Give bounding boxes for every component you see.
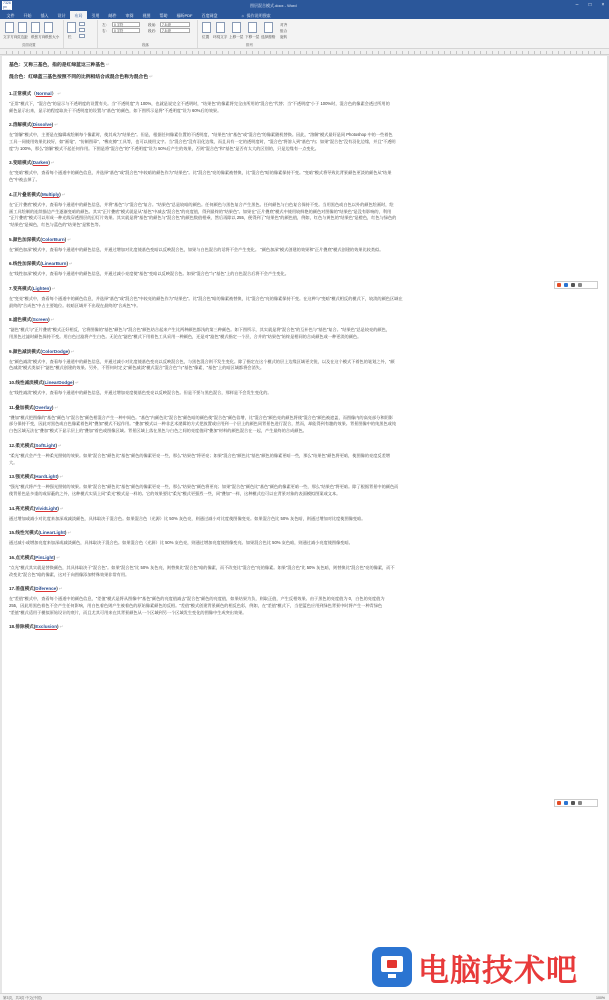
text-line: 部分保持不变，因此对黑色或白色像素着色时"叠加"模式不起作用。"叠加"模式以一种非艺术逻辑的方式把放置或应用到一个层上的颜色同背景色进行混合，然而，却能得到有趣的效果。背景图像中的纯黑色或纯 bbox=[9, 421, 397, 427]
bring-forward-button[interactable]: 上移一层 bbox=[229, 35, 244, 39]
tab-7[interactable]: 审阅 bbox=[125, 12, 134, 18]
section-paragraph bbox=[9, 359, 601, 372]
heading-suffix: ) bbox=[59, 191, 61, 197]
text-line: 大。 bbox=[9, 459, 18, 465]
heading-prefix: 17.差值模式( bbox=[9, 586, 36, 592]
ribbon-layout bbox=[0, 19, 609, 49]
heading-prefix: 14.亮光模式( bbox=[9, 505, 36, 511]
section-heading bbox=[9, 120, 601, 130]
section-heading bbox=[9, 403, 601, 413]
position-icon[interactable] bbox=[202, 22, 211, 33]
indent-left-label: 左: bbox=[102, 23, 107, 27]
text-line: 改变比"混合色"暗的像素，这对于向图像添加特殊效果非常有用。 bbox=[9, 571, 130, 577]
heading-english-term: SoftLight bbox=[35, 442, 56, 448]
text-line: 画工具绘制的连续描边产生逐渐变暗的颜色。其实"正片叠底"模式就是从"基色"中减去"混合色"的亮度值，得到最终的"结果色"。如果在"正片叠底"模式中使用较鲜艳的颜色对图像的"结果色"是没有影响的，利用 bbox=[9, 208, 392, 214]
lightbulb-icon: ☼ bbox=[241, 13, 245, 18]
text-line: 色"中被去掉了。 bbox=[9, 177, 40, 183]
section-paragraph bbox=[9, 170, 601, 183]
heading-prefix: 13.强光模式( bbox=[9, 474, 36, 480]
text-line: 在"颜色加深"模式中，查看每个通道中的颜色信息，并通过增加对比度使基色变暗以反映混合色，如果与白色混合的话将不会产生变化。 "颜色加深"模式创建的效果和"正片叠底"模式创建的效果比较类似。 bbox=[9, 246, 384, 252]
page-setup-group bbox=[2, 20, 64, 48]
term-label: 基色：又称三基色，指的是红绿蓝这三种基色 bbox=[9, 63, 105, 68]
heading-suffix: ) bbox=[56, 586, 58, 592]
tab-6[interactable]: 邮件 bbox=[108, 12, 117, 18]
watermark-text: 电脑技术吧 bbox=[418, 952, 578, 989]
tab-0[interactable]: 文件 bbox=[6, 12, 15, 18]
paragraph-group bbox=[98, 20, 198, 48]
align-button[interactable]: 对齐 bbox=[280, 23, 288, 27]
heading-suffix: ) bbox=[49, 285, 51, 291]
text-direction-button[interactable]: 文字方向 bbox=[3, 35, 18, 39]
document-page[interactable] bbox=[2, 56, 607, 993]
section-paragraph bbox=[9, 271, 601, 278]
paragraph-mark: ↵ bbox=[105, 63, 110, 68]
heading-suffix: ) bbox=[57, 505, 59, 511]
heading-prefix: 2.溶解模式( bbox=[9, 122, 33, 128]
term-base-color bbox=[9, 61, 601, 71]
section-heading bbox=[9, 89, 601, 99]
paragraph-mark: ↵ bbox=[67, 530, 72, 536]
heading-prefix: 16.点光模式( bbox=[9, 554, 36, 560]
maximize-button[interactable]: □ bbox=[588, 2, 592, 8]
text-line: "强光"模式将产生一种强光照射的效果。如果"混合色"颜色比"基色"颜色的像素更亮一些，那么"结果色"颜色将更亮；如果"混合色"颜色比"基色"颜色的像素更暗一些，那么"结果色"将更暗。除了根据背景中的颜色而 bbox=[9, 484, 399, 490]
section-heading bbox=[9, 553, 601, 563]
spacing-after-field[interactable]: 7.5 磅 bbox=[160, 28, 190, 33]
margins-button[interactable]: 页边距 bbox=[17, 35, 28, 39]
section-paragraph bbox=[9, 540, 601, 547]
paragraph-mark: ↵ bbox=[54, 404, 59, 410]
heading-english-term: LinearLight bbox=[39, 530, 65, 536]
text-line: 使背景色是多重的或屏蔽的之外，这种模式实质上同"柔光"模式是一样的。它的效果要比"柔光"模式更强烈一些，同"叠加"一样，这种模式也可以在背景对象的表面模拟图案或文本。 bbox=[9, 490, 341, 496]
heading-prefix: 7.变亮模式( bbox=[9, 285, 33, 291]
heading-english-term: Darken bbox=[32, 160, 49, 166]
paragraph-mark: ↵ bbox=[57, 91, 62, 96]
section-paragraph bbox=[9, 415, 601, 435]
heading-english-term: Diference bbox=[35, 586, 57, 592]
text-line: 在"线性减淡"模式中，查看每个通道中的颜色信息，并通过增加亮度使基色变亮以反映混合色。但是不要与黑色混合，那样是不会发生变化的。 bbox=[9, 390, 272, 396]
section-paragraph bbox=[9, 202, 601, 229]
breaks-icon[interactable] bbox=[79, 22, 85, 26]
line-numbers-icon[interactable] bbox=[79, 28, 85, 32]
section-heading bbox=[9, 284, 601, 294]
text-line: 在"正片叠底"模式中，查看每个通道中的颜色信息，并将"基色"与"混合色"复合。"结果色"总是较暗的颜色。任何颜色与黑色复合产生黑色。任何颜色与白色复合保持不变。当用黑色或白色以外的颜色绘画时，绘 bbox=[9, 201, 394, 207]
text-line: 通过增加或减小对比度来加深或减淡颜色，具体取决于混合色。如果混合色（光源）比 50% 灰色亮，则通过减小对比度使图像变亮。如果混合色比 50% 灰色暗，则通过增加对比度使图像变暗。 bbox=[9, 515, 366, 521]
toolbar-mic-icon[interactable] bbox=[571, 801, 575, 805]
heading-suffix: ) bbox=[64, 530, 67, 536]
title-bar bbox=[0, 0, 609, 11]
text-line: 最终的"合成色"中占主要地位。较暗区域并不出现在最终的"合成色"中。 bbox=[9, 302, 141, 308]
text-line: "结果色"是褐色，红色与蓝色的"结果色"是紫色等。 bbox=[9, 221, 103, 227]
paragraph-mark: ↵ bbox=[59, 505, 64, 511]
position-button[interactable]: 位置 bbox=[202, 35, 210, 39]
heading-prefix: 4.正片叠底模式( bbox=[9, 191, 42, 197]
text-line: "正片叠底"模式可以形成一种光线穿透图层的幻灯片效果。其实就是将"基色"的颜色与"混合色"的颜色数值相乘，然后再除以 255，便得到了"结果色"的颜色值，例如，红色与黄色的"结果色"是橙色，红色与绿色的 bbox=[9, 215, 397, 221]
section-heading bbox=[9, 158, 601, 168]
section-paragraph bbox=[9, 516, 601, 523]
toolbar-logo-icon[interactable] bbox=[557, 283, 561, 287]
text-line: 色减淡"模式类似于"滤色"模式创建的效果。另外，不管何时定义"颜色减淡"模式混合"混合色"与"基色"像素，"基色"上的暗区域都将会消失。 bbox=[9, 365, 265, 371]
text-line: 在"线性加深"模式中，查看每个通道中的颜色信息，并通过减小亮度使"基色"变暗以反映混合色。如果"混合色"与"基色"上的白色混合后将不会产生变化。 bbox=[9, 271, 289, 277]
heading-prefix: 6.线性加深模式( bbox=[9, 261, 42, 267]
section-heading bbox=[9, 259, 601, 269]
heading-prefix: 18.排除模式( bbox=[9, 624, 36, 630]
term-label: 混合色：红绿蓝三基色按照不同的比例相结合成混合色称为混合色 bbox=[9, 75, 149, 80]
columns-button[interactable]: 栏 bbox=[68, 35, 72, 39]
paragraph-mark: ↵ bbox=[59, 624, 64, 630]
rotate-button[interactable]: 旋转 bbox=[280, 35, 288, 39]
tab-10[interactable]: 福昕PDF bbox=[176, 12, 193, 18]
heading-suffix: ) bbox=[64, 236, 67, 242]
indent-right-field[interactable]: 0 字符 bbox=[112, 28, 140, 33]
heading-english-term: Screen bbox=[32, 317, 49, 323]
section-heading bbox=[9, 622, 601, 632]
tell-me-label: 操作说明搜索 bbox=[246, 13, 271, 18]
heading-english-term: PinLight bbox=[35, 554, 54, 560]
heading-prefix: 3.变暗模式( bbox=[9, 160, 33, 166]
heading-suffix: ) bbox=[48, 317, 50, 323]
section-paragraph bbox=[9, 296, 601, 309]
toolbar-share-icon[interactable] bbox=[564, 283, 568, 287]
term-mixed-color bbox=[9, 73, 601, 83]
text-line: "叠加"模式把图像的"基色"颜色与"混合色"颜色相混合产生一种中间色。"基色"内颜色比"混合色"颜色暗的颜色使"混合色"颜色倍增，比"混合色"颜色亮的颜色将使"混合色"颜色被遮盖，而图像内的高亮部分和阴影 bbox=[9, 414, 393, 420]
heading-english-term: Lighten bbox=[32, 285, 50, 291]
section-heading bbox=[9, 190, 601, 200]
toolbar-menu-icon[interactable] bbox=[578, 283, 582, 287]
toolbar-share-icon[interactable] bbox=[564, 801, 568, 805]
heading-english-term: Multiply bbox=[41, 191, 60, 197]
text-line: 255，因此用黑色着色不会产生任何影响，用白色着色则产生被着色的原始像素颜色的反相。"差值"模式创建背景颜色的相反色彩，例如，在"差值"模式下，当把蓝色应用到绿色背景中时将产生一种青绿色 bbox=[9, 603, 383, 608]
section-paragraph bbox=[9, 132, 601, 152]
paragraph-mark: ↵ bbox=[68, 261, 73, 267]
paragraph-mark: ↵ bbox=[149, 75, 154, 80]
text-line: 在"溶解"模式中，主要是在编辑或绘制每个像素时，使其成为"结果色"。但是，根据任何像素位置的不透明度，"结果色"由"基色"或"混合色"的像素随机替换。因此，"溶解"模式最好是同 Photoshop 中的一些着色 bbox=[9, 132, 393, 138]
spacing-before-label: 段前: bbox=[148, 23, 157, 27]
heading-english-term: LinearBurn bbox=[41, 261, 67, 267]
paragraph-mark: ↵ bbox=[67, 236, 72, 242]
zoom-level[interactable]: 100% bbox=[596, 995, 605, 1000]
section-heading bbox=[9, 584, 601, 594]
paragraph-mark: ↵ bbox=[51, 285, 56, 291]
section-paragraph bbox=[9, 327, 601, 340]
section-paragraph bbox=[9, 453, 601, 466]
section-heading bbox=[9, 441, 601, 451]
paragraph-mark: ↵ bbox=[58, 586, 63, 592]
paragraph-mark: ↵ bbox=[54, 122, 59, 128]
spacing-before-field[interactable]: 7.5 磅 bbox=[160, 22, 190, 27]
heading-suffix: ) bbox=[48, 160, 50, 166]
text-line: 白色区域无法在"叠加"模式下显示层上的"叠加"着色或图像区域。背景区域上落在黑色与白色之间的亮度值同"叠加"材料的颜色混合在一起，产生最终的合成颜色。 bbox=[9, 428, 307, 434]
indent-left-field[interactable]: 0 字符 bbox=[112, 22, 140, 27]
arrange-label: 排列 bbox=[246, 43, 253, 47]
arrange-group bbox=[198, 20, 326, 48]
section-paragraph bbox=[9, 565, 601, 578]
minimize-button[interactable]: – bbox=[575, 2, 579, 8]
text-line: "滤色"模式与"正片叠底"模式正好相反，它将图像的"基色"颜色与"混合色"颜色结合起来产生比两种颜色都浅的第三种颜色。如下图所示，其实就是将"混合色"的互补色与"基色"复合。"结果色"总是较亮的颜色， bbox=[9, 327, 390, 333]
section-paragraph bbox=[9, 247, 601, 254]
selection-pane-button[interactable]: 选择窗格 bbox=[261, 35, 276, 39]
heading-english-term: HardLight bbox=[35, 474, 57, 480]
breaks-group bbox=[64, 20, 98, 48]
heading-suffix: ) bbox=[53, 554, 56, 560]
text-line: 在"颜色减淡"模式中，查看每个通道中的颜色信息，并通过减小对比度使基色变亮以反映混合色，与黑色混合则不发生变化。除了指定在这个模式的层上边缘区域更尖锐，以及在这个模式下着色的笔划之外，"颜 bbox=[9, 358, 395, 364]
watermark bbox=[372, 944, 604, 990]
heading-suffix: ) bbox=[51, 404, 54, 410]
paragraph-mark: ↵ bbox=[56, 554, 61, 560]
status-bar bbox=[0, 993, 609, 1000]
section-paragraph bbox=[9, 596, 601, 616]
window-controls bbox=[574, 2, 606, 8]
text-line: "差值"模式适用于模拟原始设计的底片，而且尤其可用来在其背景颜色从一个区域到另一个区域发生变化的图像中生成突出效果。 bbox=[9, 609, 247, 615]
heading-suffix: ) bbox=[57, 624, 59, 630]
text-line: 在"变亮"模式中，查看每个通道中的颜色信息，并选择"基色"或"混合色"中较亮的颜色作为"结果色"。比"混合色"暗的像素被替换，比"混合色"亮的像素保持不变。在这种与"变暗"模式相反的模式下，较淡的颜色区域在 bbox=[9, 295, 403, 301]
bring-forward-icon[interactable] bbox=[232, 22, 241, 33]
text-line: 度"为 100%，那么"溶解"模式不起任何作用。下图是将"混合色"的"不透明度"设为 50%后产生的效果，否则"混合色"和"基色"是否有太大的区别的，只是边缘有一点变化。 bbox=[9, 145, 319, 151]
heading-suffix: ) bbox=[57, 474, 59, 480]
tab-11[interactable]: 百度网盘 bbox=[201, 12, 218, 18]
paragraph-mark: ↵ bbox=[57, 442, 62, 448]
paragraph-mark: ↵ bbox=[70, 348, 75, 354]
section-heading bbox=[9, 504, 601, 514]
group-button[interactable]: 组合 bbox=[280, 29, 288, 33]
hyphenation-icon[interactable] bbox=[79, 34, 85, 38]
heading-english-term: Overlay bbox=[35, 404, 52, 410]
text-line: 在"变暗"模式中，查看每个通道中的颜色信息，并选择"基色"或"混合色"中较暗的颜色作为"结果色"。比"混合色"亮的像素被替换，比"混合色"暗的像素保持不变。"变暗"模式将导致比背景颜色更淡的颜色从"结果 bbox=[9, 170, 392, 176]
selection-pane-icon[interactable] bbox=[264, 22, 273, 33]
text-line: 通过减小或增加亮度来加深或减淡颜色，具体取决于混合色。如果混合色（光源）比 50% 灰色亮，则通过增加亮度使图像变亮。如果混合色比 50% 灰色暗，则通过减小亮度使图像变暗。 bbox=[9, 540, 353, 546]
text-direction-icon[interactable] bbox=[5, 22, 14, 33]
paragraph-mark: ↵ bbox=[61, 191, 66, 197]
paragraph-mark: ↵ bbox=[50, 317, 55, 323]
heading-suffix: ) bbox=[68, 348, 70, 354]
text-line: "柔光"模式会产生一种柔光照射的效果。如果"混合色"颜色比"基色"颜色的像素更亮一些，那么"结果色"将更亮；如果"混合色"颜色比"基色"颜色的像素更暗一些，那么"结果色"颜色将更暗，使图像的亮度反差增 bbox=[9, 452, 390, 458]
tab-8[interactable]: 视图 bbox=[142, 12, 151, 18]
tab-2[interactable]: 插入 bbox=[40, 12, 49, 18]
toolbar-menu-icon[interactable] bbox=[578, 801, 582, 805]
heading-prefix: 8.滤色模式( bbox=[9, 317, 33, 323]
heading-english-term: ColorBurn bbox=[41, 236, 65, 242]
section-paragraph bbox=[9, 101, 601, 114]
tab-5[interactable]: 引用 bbox=[91, 12, 100, 18]
section-paragraph bbox=[9, 390, 601, 397]
heading-english-term: Normal bbox=[35, 91, 52, 96]
heading-prefix: 5.颜色加深模式( bbox=[9, 236, 42, 242]
section-heading bbox=[9, 315, 601, 325]
text-line: "正常"模式下，"混合色"的显示与不透明度的设置有关。当"不透明度"为 100%，也就是说完全不透明时，"结果色"的像素将完全由所用的"混合色"代替；当"不透明度"小于 100%时，混合色的像素会透过所用的 bbox=[9, 101, 390, 106]
horizontal-ruler[interactable] bbox=[0, 49, 609, 55]
orientation-icon[interactable] bbox=[31, 22, 40, 33]
heading-english-term: Exclusion bbox=[35, 624, 57, 630]
paragraph-label: 段落 bbox=[142, 43, 149, 47]
heading-prefix: 15.线性光模式( bbox=[9, 530, 40, 536]
heading-prefix: 12.柔光模式( bbox=[9, 442, 36, 448]
ruler-ticks bbox=[6, 51, 603, 54]
margins-icon[interactable] bbox=[18, 22, 27, 33]
heading-suffix: ） bbox=[51, 91, 57, 96]
section-heading bbox=[9, 235, 601, 245]
section-heading bbox=[9, 378, 601, 388]
heading-prefix: 10.线性减淡模式( bbox=[9, 380, 45, 386]
tab-3[interactable]: 设计 bbox=[57, 12, 66, 18]
floating-toolbar[interactable] bbox=[554, 281, 598, 289]
heading-prefix: 11.叠加模式( bbox=[9, 404, 36, 410]
quick-access-toolbar[interactable]: 7326 px bbox=[3, 1, 11, 9]
tab-4[interactable]: 布局 bbox=[70, 11, 87, 19]
toolbar-mic-icon[interactable] bbox=[571, 283, 575, 287]
computer-logo-icon bbox=[372, 947, 412, 987]
paragraph-mark: ↵ bbox=[59, 474, 64, 480]
heading-prefix: 1.正常模式（ bbox=[9, 91, 36, 96]
send-backward-icon[interactable] bbox=[248, 22, 257, 33]
heading-english-term: Dissolve bbox=[32, 122, 52, 128]
status-page-info: 第3页，共3页 中文(中国) bbox=[3, 995, 42, 1000]
ribbon-tabs bbox=[0, 11, 609, 19]
indent-right-label: 右: bbox=[102, 29, 107, 33]
heading-english-term: VividLight bbox=[35, 505, 58, 511]
heading-english-term: ColorDodge bbox=[41, 348, 69, 354]
window-title: 图层混合模式.docx - Word bbox=[250, 3, 297, 8]
toolbar-logo-icon[interactable] bbox=[557, 801, 561, 805]
heading-suffix: ) bbox=[55, 442, 57, 448]
paragraph-mark: ↵ bbox=[75, 380, 79, 386]
columns-icon[interactable] bbox=[67, 22, 76, 33]
section-heading bbox=[9, 347, 601, 357]
heading-prefix: 9.颜色减淡模式( bbox=[9, 348, 42, 354]
send-backward-button[interactable]: 下移一层 bbox=[245, 35, 260, 39]
section-heading bbox=[9, 528, 601, 538]
floating-toolbar-2[interactable] bbox=[554, 799, 598, 807]
text-line: 工具一同使用效果比较好，如"画笔"、"仿制图章"、"橡皮擦"工具等，也可以使用文字。当"混合色"没有羽化边缘，而且具有一定的透明度时，"混合色"将溶入到"基色"内；如果"混合色"没有羽化边缘，并且"不透明 bbox=[9, 139, 396, 145]
text-line: 颜色显示出来，显示的程度取决于不透明度的设置与"基色"的颜色，如下图所示是将"不透明度"设为 60%后的效果。 bbox=[9, 107, 222, 113]
wrap-text-button[interactable]: 环绕文字 bbox=[213, 35, 228, 39]
paragraph-mark: ↵ bbox=[50, 160, 55, 166]
heading-suffix: ) bbox=[51, 122, 54, 128]
spacing-after-label: 段后: bbox=[148, 29, 157, 33]
section-heading bbox=[9, 472, 601, 482]
section-paragraph bbox=[9, 484, 601, 497]
text-line: 在"差值"模式中，查看每个通道中的颜色信息，"差值"模式是将从图像中"基色"颜色的亮度值减去"混合色"颜色的亮度值，如果结果为负，则取正值，产生反相效果。由于黑色的亮度值为 0，白色的亮度值为 bbox=[9, 596, 385, 602]
sections-container bbox=[9, 89, 601, 632]
size-button[interactable]: 纸张大小 bbox=[45, 35, 60, 39]
tab-9[interactable]: 帮助 bbox=[159, 12, 168, 18]
tab-1[interactable]: 开始 bbox=[23, 12, 32, 18]
heading-suffix: ) bbox=[66, 261, 68, 267]
close-button[interactable]: × bbox=[601, 2, 605, 8]
text-line: 用黑色过滤时颜色保持不变。用白色过滤将产生白色。无论在"滤色"模式下用着色工具采用一种颜色，还是对"滤色"模式指定一个层，合并的"结果色"始终是相同的合成颜色或一种更淡的颜色。 bbox=[9, 334, 362, 339]
heading-suffix: ) bbox=[72, 380, 75, 386]
size-icon[interactable] bbox=[44, 22, 53, 33]
heading-english-term: LinearDodge bbox=[44, 380, 73, 386]
orientation-button[interactable]: 纸张方向 bbox=[31, 35, 46, 39]
page-setup-label: 页面设置 bbox=[22, 43, 36, 47]
text-line: "点光"模式其实就是替换颜色，其具体取决于"混合色"。如果"混合色"比 50% 灰色亮，则替换比"混合色"暗的像素，而不改变比"混合色"亮的像素。如果"混合色"比 50% 灰色暗，则替换比"混合色"亮的像素，而不 bbox=[9, 564, 395, 570]
wrap-text-icon[interactable] bbox=[216, 22, 225, 33]
